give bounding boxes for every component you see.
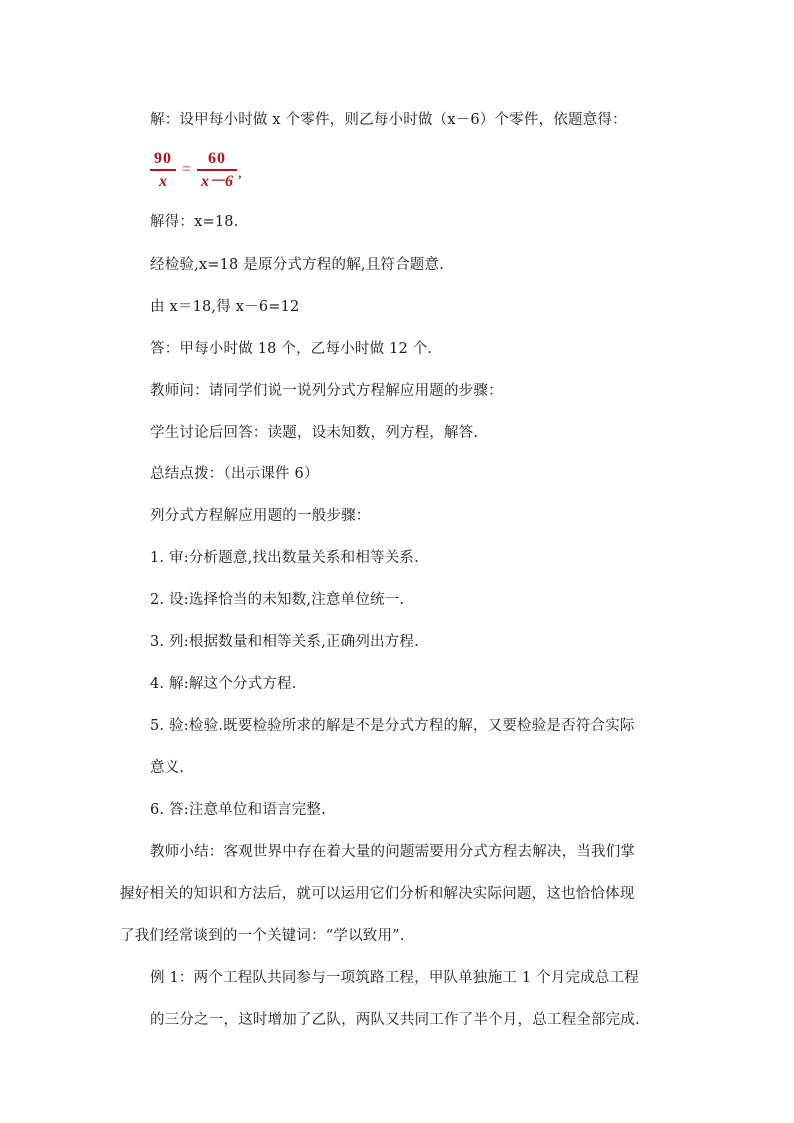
teacher-summary-line-2: 握好相关的知识和方法后，就可以运用它们分析和解决实际问题，这也恰恰体现 [120,886,635,902]
step-5-line: 5. 验:检验.既要检验所求的解是不是分式方程的解，又要检验是否符合实际 [150,718,635,734]
left-numerator: 90 [154,150,172,168]
teacher-summary-line-3: 了我们经常谈到的一个关键词：“学以致用”. [120,928,405,944]
example-1-line: 例 1：两个工程队共同参与一项筑路工程，甲队单独施工 1 个月完成总工程 [150,970,639,986]
right-fraction-bar [197,169,237,171]
step-4-line: 4. 解:解这个分式方程. [150,676,297,692]
right-denominator: x－6 [201,172,234,190]
left-fraction [150,149,176,191]
step-6-line: 6. 答:注意单位和语言完整. [150,802,326,818]
step-2-line: 2. 设:选择恰当的未知数,注意单位统一. [150,592,405,608]
example-1-line-2: 的三分之一，这时增加了乙队，两队又共同工作了半个月，总工程全部完成. [150,1012,640,1028]
fraction-equation [150,148,242,192]
right-fraction [197,149,237,191]
right-numerator: 60 [208,150,227,168]
verification-line: 经检验,x=18 是原分式方程的解,且符合题意. [150,257,445,273]
answer-line: 答：甲每小时做 18 个，乙每小时做 12 个. [150,341,433,357]
left-fraction-bar [150,169,176,171]
left-denominator: x [159,172,167,190]
step-3-line: 3. 列:根据数量和相等关系,正确列出方程. [150,634,419,650]
steps-heading-line: 列分式方程解应用题的一般步骤： [150,508,371,524]
step-5-continuation-line: 意义. [150,760,185,776]
equals-sign: = [182,161,192,178]
solution-setup-line: 解：设甲每小时做 x 个零件，则乙每小时做（x－6）个零件，依题意得： [150,112,627,128]
student-answer-line: 学生讨论后回答：读题，设未知数，列方程，解答. [150,425,479,441]
step-1-line: 1. 审:分析题意,找出数量关系和相等关系. [150,550,419,566]
teacher-question-line: 教师问：请同学们说一说列分式方程解应用题的步骤： [150,383,503,399]
teacher-summary-line: 教师小结：客观世界中存在着大量的问题需要用分式方程去解决，当我们掌 [150,844,636,860]
summary-heading-line: 总结点拨：（出示课件 6） [150,466,319,482]
equation-comma: , [238,165,242,181]
solution-result-line: 解得：x=18. [150,214,239,230]
derivation-line: 由 x＝18,得 x－6=12 [150,299,300,315]
